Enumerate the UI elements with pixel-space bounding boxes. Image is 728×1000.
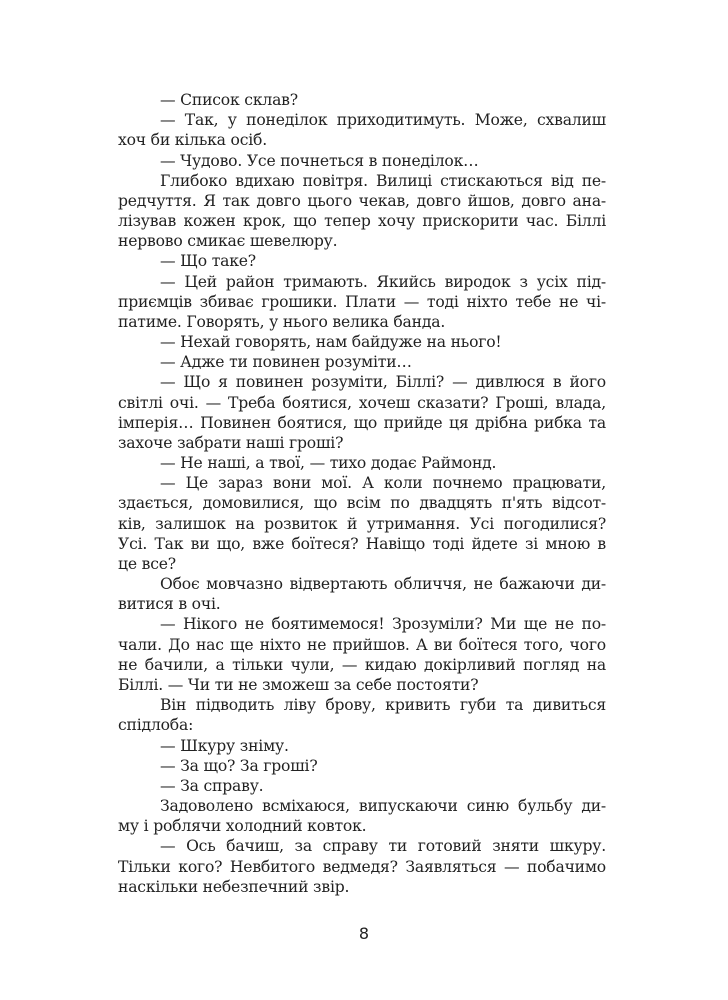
paragraph bbox=[118, 171, 606, 252]
text-line: витися в очі. bbox=[118, 595, 221, 614]
paragraph bbox=[118, 372, 606, 453]
text-line: ків, залишок на розвиток й утримання. Усі погодилися? bbox=[118, 514, 606, 533]
text-line: нервово смикає шевелюру. bbox=[118, 232, 338, 251]
text-line: — Нікого не боятимемося! Зрозуміли? Ми ще не по- bbox=[160, 615, 606, 634]
text-line: це все? bbox=[118, 554, 176, 573]
text-line: імперія… Повинен боятися, що прийде ця дрібна рибка та bbox=[118, 413, 606, 432]
paragraph bbox=[118, 251, 606, 271]
paragraph bbox=[118, 836, 606, 897]
paragraph bbox=[118, 332, 606, 352]
text-line: Усі. Так ви що, вже боїтеся? Навіщо тоді йдете зі мною в bbox=[118, 534, 606, 553]
text-line: Глибоко вдихаю повітря. Вилиці стискаються від пе- bbox=[160, 171, 606, 190]
text-line: — Адже ти повинен розуміти… bbox=[160, 353, 412, 372]
text-line: захоче забрати наші гроші? bbox=[118, 433, 344, 452]
text-line: Задоволено всміхаюся, випускаючи синю бульбу ди- bbox=[160, 797, 606, 816]
text-line: чали. До нас ще ніхто не прийшов. А ви боїтеся того, чого bbox=[118, 635, 606, 654]
text-line: Тільки кого? Невбитого ведмедя? Заявляться — побачимо bbox=[118, 857, 606, 876]
text-line: — Що таке? bbox=[160, 252, 256, 271]
paragraph bbox=[118, 776, 606, 796]
text-line: — Чудово. Усе почнеться в понеділок… bbox=[160, 151, 479, 170]
text-line: лізував кожен крок, що тепер хочу прискорити час. Біллі bbox=[118, 212, 606, 231]
paragraph bbox=[118, 272, 606, 333]
text-line: — Що я повинен розуміти, Біллі? — дивлюся в його bbox=[160, 373, 606, 392]
paragraph bbox=[118, 614, 606, 695]
paragraph bbox=[118, 756, 606, 776]
text-line: патиме. Говорять, у нього велика банда. bbox=[118, 312, 446, 331]
text-line: — Шкуру зніму. bbox=[160, 736, 289, 755]
text-line: спідлоба: bbox=[118, 716, 194, 735]
text-line: — Не наші, а твої, — тихо додає Раймонд. bbox=[160, 454, 497, 473]
text-line: Обоє мовчазно відвертають обличчя, не бажаючи ди- bbox=[160, 575, 606, 594]
text-line: — За що? За гроші? bbox=[160, 756, 318, 775]
paragraph bbox=[118, 574, 606, 614]
paragraph bbox=[118, 796, 606, 836]
text-line: Біллі. — Чи ти не зможеш за себе постояти? bbox=[118, 675, 479, 694]
text-line: — За справу. bbox=[160, 776, 264, 795]
text-line: — Це зараз вони мої. А коли почнемо працювати, bbox=[160, 474, 606, 493]
text-line: му і роблячи холодний ковток. bbox=[118, 817, 367, 836]
book-page-text bbox=[118, 90, 606, 897]
text-line: — Список склав? bbox=[160, 91, 298, 109]
text-line: не бачили, а тільки чули, — кидаю докірливий погляд на bbox=[118, 655, 606, 674]
text-line: Він підводить ліву брову, кривить губи та дивиться bbox=[160, 696, 606, 715]
page-number: 8 bbox=[358, 924, 370, 943]
paragraph bbox=[118, 695, 606, 735]
paragraph bbox=[118, 352, 606, 372]
paragraph bbox=[118, 473, 606, 574]
paragraph bbox=[118, 110, 606, 150]
text-line: — Так, у понеділок приходитимуть. Може, схвалиш bbox=[160, 111, 606, 130]
text-line: здається, домовилися, що всім по двадцять п'ять відсот- bbox=[118, 494, 606, 513]
paragraph bbox=[118, 453, 606, 473]
text-line: світлі очі. — Треба боятися, хочеш сказати? Гроші, влада, bbox=[118, 393, 606, 412]
text-line: редчуття. Я так довго цього чекав, довго йшов, довго ана- bbox=[118, 191, 606, 210]
text-line: — Цей район тримають. Якийсь виродок з усіх під- bbox=[160, 272, 606, 291]
text-line: — Ось бачиш, за справу ти готовий зняти шкуру. bbox=[160, 837, 606, 856]
text-line: приємців збиває грошики. Плати — тоді ніхто тебе не чі- bbox=[118, 292, 606, 311]
paragraph bbox=[118, 90, 606, 110]
text-line: хоч би кілька осіб. bbox=[118, 131, 267, 150]
paragraph bbox=[118, 151, 606, 171]
paragraph bbox=[118, 736, 606, 756]
text-line: — Нехай говорять, нам байдуже на нього! bbox=[160, 333, 502, 352]
text-line: наскільки небезпечний звір. bbox=[118, 877, 350, 896]
